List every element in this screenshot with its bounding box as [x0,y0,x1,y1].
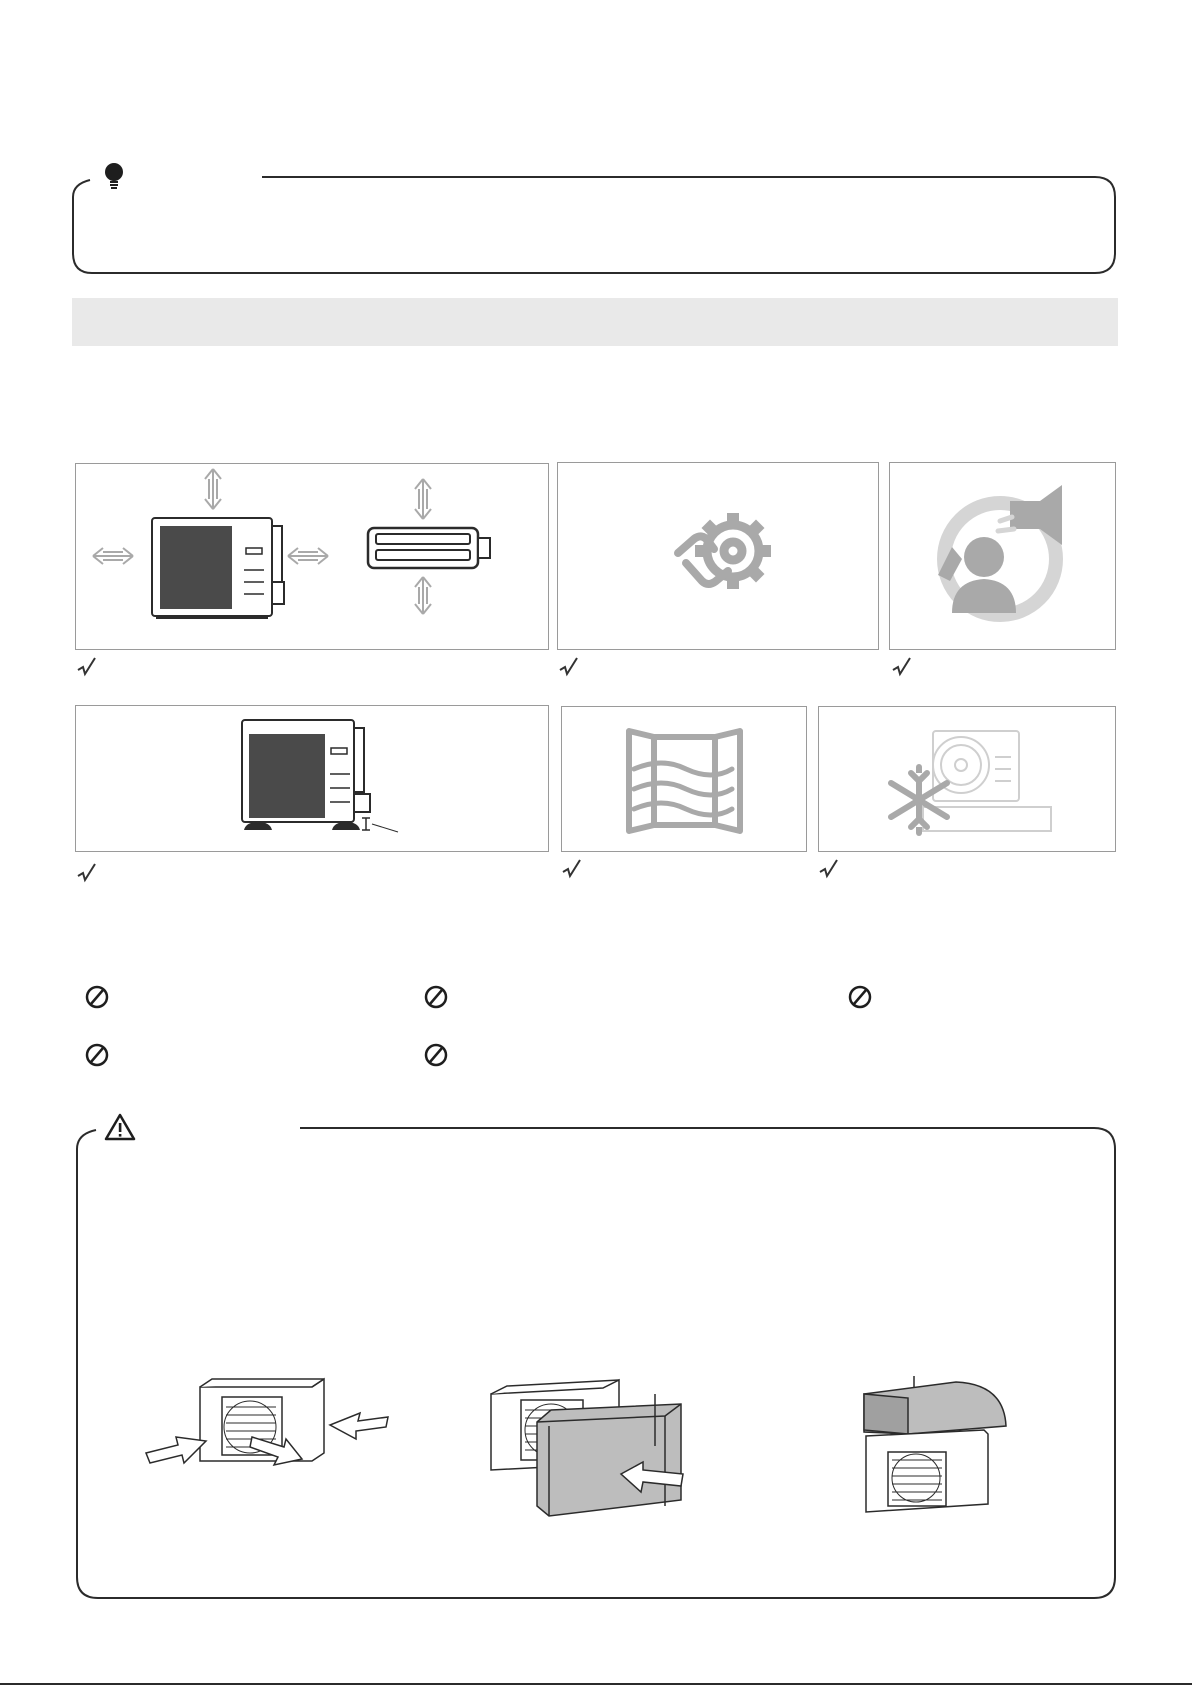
warning-triangle-icon [104,1112,136,1142]
prohibited-icon [847,984,873,1010]
raised-outdoor-unit-illustration [76,706,550,853]
prohibited-icon [423,984,449,1010]
outdoor-unit-icon [152,518,284,618]
window-airflow-icon [562,707,808,853]
caution-box [0,1100,1192,1620]
outdoor-unit-icon [242,720,398,832]
checkmark-icon [561,858,583,882]
note-box-frame [0,0,1192,290]
lightbulb-icon [102,162,126,190]
panel-maintenance [557,462,879,650]
caution-box-frame [0,1100,1192,1620]
panel-elevation [75,705,549,852]
checkmark-icon [558,656,580,680]
clearance-illustration [76,464,550,651]
checkmark-icon [76,656,98,680]
outdoor-unit-top-view-icon [368,528,490,568]
prohibited-icon [84,984,110,1010]
section-bar [72,298,1118,346]
panel-snow [818,706,1116,852]
prohibited-icon [423,1042,449,1068]
airflow-illustration [140,1375,400,1505]
panel-clearance [75,463,549,650]
noise-disturbance-icon [890,463,1117,651]
prohibited-icon [84,1042,110,1068]
note-box [0,0,1192,290]
checkmark-icon [76,862,98,886]
cover-blocking-illustration [485,1370,705,1540]
checkmark-icon [818,858,840,882]
checkmark-icon [891,656,913,680]
gear-link-icon [558,463,880,651]
panel-ventilation [561,706,807,852]
snow-outdoor-unit-icon [819,707,1117,853]
panel-noise [889,462,1116,650]
awning-shelter-illustration [860,1372,1020,1532]
